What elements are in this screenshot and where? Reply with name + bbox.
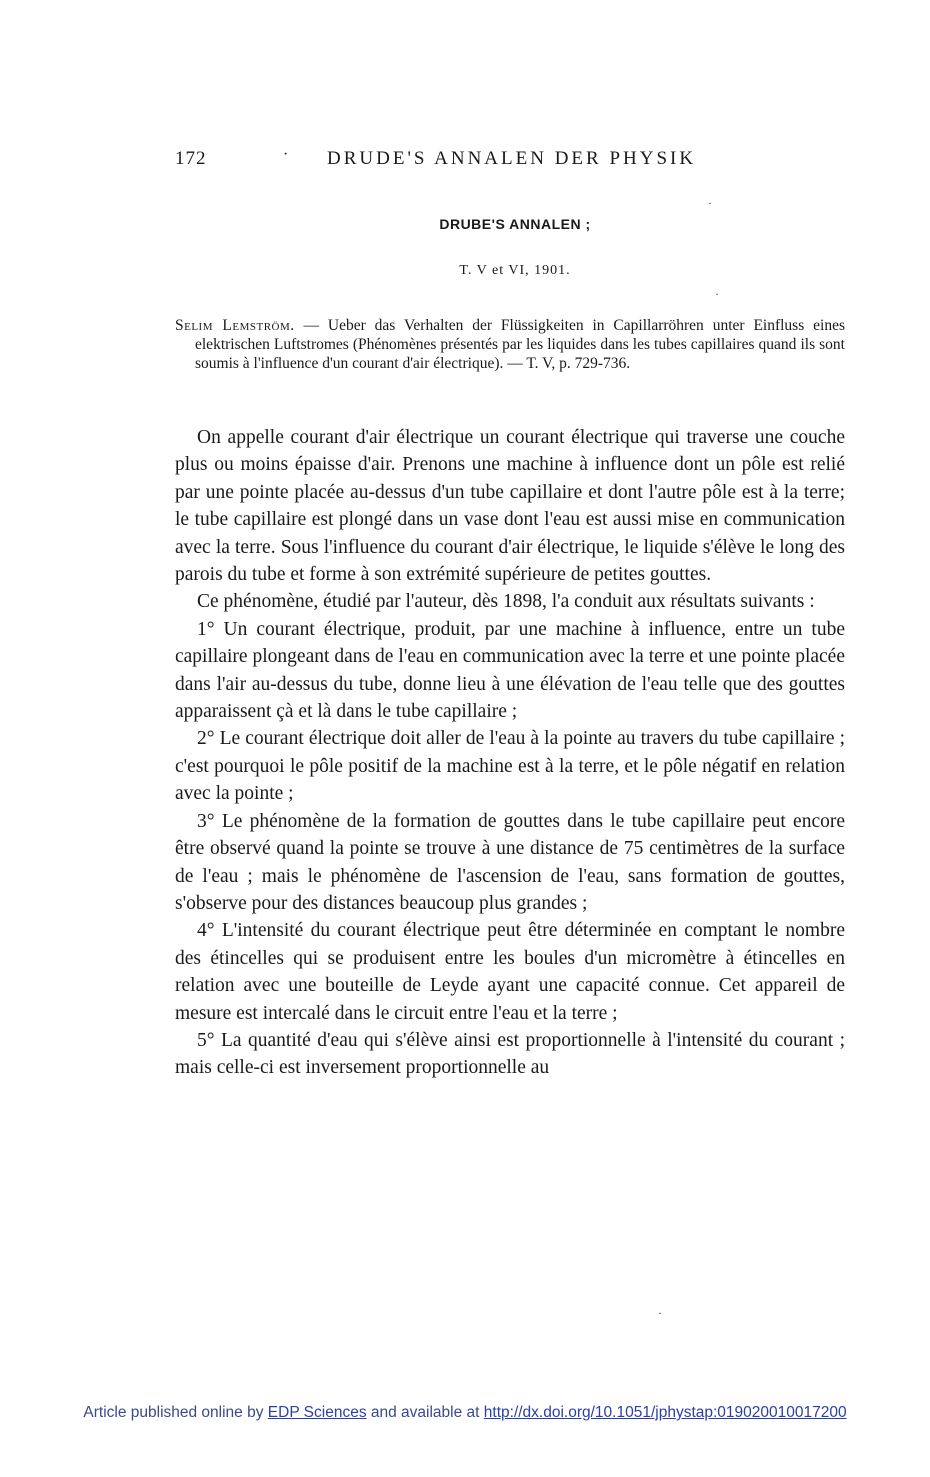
stray-mark: ·	[708, 196, 712, 210]
stray-mark: ·	[715, 287, 719, 301]
paragraph: 1° Un courant électrique, produit, par une machine à influence, entre un tube capillaire plongeant dans de l'eau en communication avec la terre et une pointe placée dans l'air au-dessus du tube, donne lieu à une élévation de l'eau telle que des gouttes apparaissent çà et là dans le tube capillaire ;	[175, 618, 845, 723]
doi-link[interactable]: http://dx.doi.org/10.1051/jphystap:019020010017200	[483, 1404, 847, 1421]
page-number: 172	[175, 148, 207, 169]
section-title: DRUBE'S ANNALEN ;	[439, 216, 591, 232]
article-body	[175, 424, 845, 1082]
author-name: Selim Lemström.	[175, 317, 295, 334]
footer-prefix: Article published online by	[83, 1404, 268, 1421]
stray-mark: ·	[658, 1306, 662, 1320]
footer-middle: and available at	[366, 1404, 484, 1421]
head-separator-dot: ·	[283, 146, 289, 163]
abstract-heading	[175, 316, 845, 373]
publisher-link[interactable]: EDP Sciences	[267, 1404, 367, 1421]
paragraph: Ce phénomène, étudié par l'auteur, dès 1898, l'a conduit aux résultats suivants :	[197, 591, 815, 613]
citation-text: — Ueber das Verhalten der Flüssigkeiten in Capillarröhren unter Einfluss eines elektrischen Luftstromes (Phénomènes présentés par les liquides dans les tubes capillaires quand ils sont soumis à l'influence d'un courant d'air électrique). — T. V, p. 729-736.	[195, 317, 845, 372]
paragraph: 4° L'intensité du courant électrique peut être déterminée en comptant le nombre des étincelles qui se produisent entre les boules d'un micromètre à étincelles en relation avec une bouteille de Leyde ayant une capacité connue. Cet appareil de mesure est intercalé dans le circuit entre l'eau et la terre ;	[175, 920, 845, 1024]
paragraph: 5° La quantité d'eau qui s'élève ainsi est proportionnelle à l'intensité du courant ; mais celle-ci est inversement proportionnelle au	[175, 1029, 845, 1079]
paragraph: 3° Le phénomène de la formation de gouttes dans le tube capillaire peut encore être observé quand la pointe se trouve à une distance de 75 centimètres de la surface de l'eau ; mais le phénomène de l'ascension de l'eau, sans formation de gouttes, s'observe pour des distances beaucoup plus grandes ;	[175, 810, 845, 914]
journal-title: DRUDE'S ANNALEN DER PHYSIK	[327, 148, 697, 169]
volume-line: T. V et VI, 1901.	[459, 263, 571, 278]
publication-footer	[0, 1404, 930, 1422]
running-head	[175, 148, 845, 172]
paragraph: 2° Le courant électrique doit aller de l'eau à la pointe au travers du tube capillaire ; c'est pourquoi le pôle positif de la machine est à la terre, et le pôle négatif en relation avec la pointe ;	[175, 728, 845, 805]
paragraph: On appelle courant d'air électrique un courant électrique qui traverse une couche plus ou moins épaisse d'air. Prenons une machine à influence dont un pôle est relié par une pointe placée au-dessus d'un tube capillaire et dont l'autre pôle est à la terre; le tube capillaire est plongé dans un vase dont l'eau est aussi mise en communication avec la terre. Sous l'influence du courant d'air électrique, le liquide s'élève le long des parois du tube et forme à son extrémité supérieure de petites gouttes.	[175, 427, 845, 586]
